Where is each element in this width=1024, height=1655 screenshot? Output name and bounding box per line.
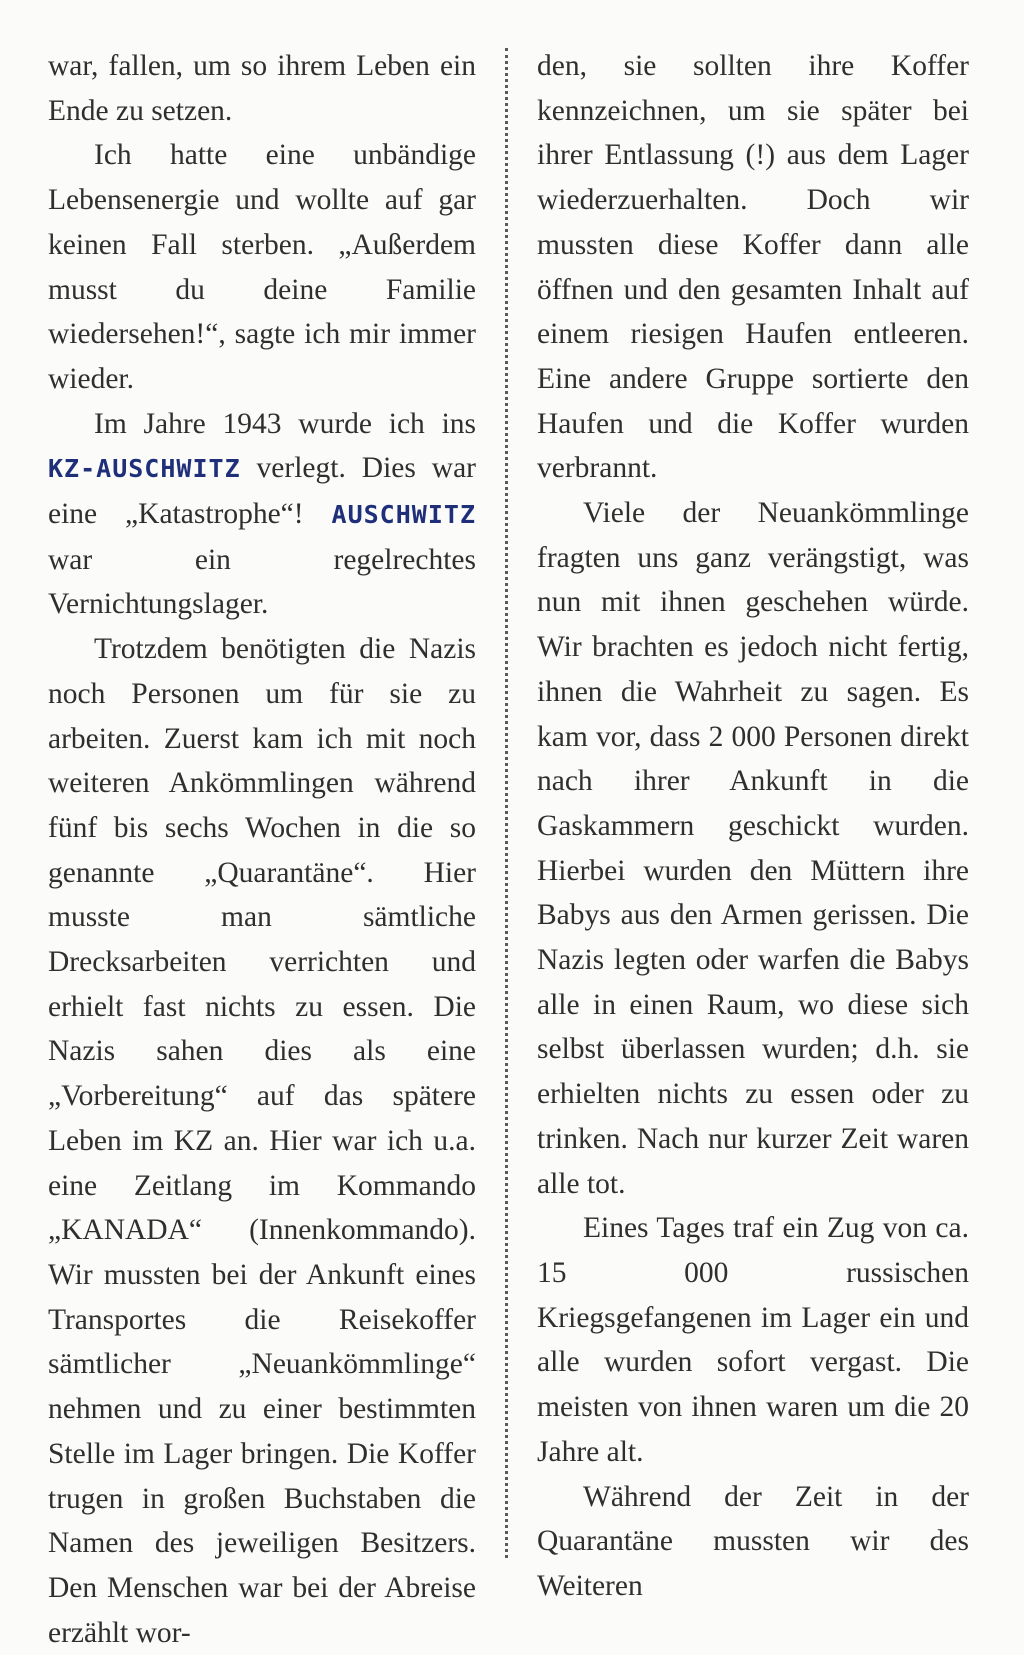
left-column xyxy=(48,44,476,1655)
kz-auschwitz-term: KZ-AUSCHWITZ xyxy=(48,454,241,484)
right-paragraph-3: Eines Tages traf ein Zug von ca. 15 000 russischen Kriegsgefangenen im Lager ein und alle wurden sofort vergast. Die meisten von ihnen waren um die 20 Jahre alt. xyxy=(537,1212,969,1468)
right-column xyxy=(537,44,969,1609)
left-paragraph-4: Trotzdem benötigten die Nazis noch Personen um für sie zu arbeiten. Zuerst kam ich mit noch weiteren Ankömmlingen während fünf bis sechs Wochen in die so genannte „Quarantäne“. Hier musste man sämtliche Drecksarbeiten verrichten und erhielt fast nichts zu essen. Die Nazis sahen dies als eine „Vorbereitung“ auf das spätere Leben im KZ an. Hier war ich u.a. eine Zeitlang im Kommando „KANADA“ (Innenkommando). Wir mussten bei der Ankunft eines Transportes die Reisekoffer sämtlicher „Neuankömmlinge“ nehmen und zu einer bestimmten Stelle im Lager bringen. Die Koffer trugen in großen Buchstaben die Namen des jeweiligen Besitzers. Den Menschen war bei der Abreise erzählt wor- xyxy=(48,633,476,1649)
right-paragraph-1: den, sie sollten ihre Koffer kennzeichnen, um sie später bei ihrer Entlassung (!) aus dem Lager wiederzuerhalten. Doch wir mussten diese Koffer dann alle öffnen und den gesamten Inhalt auf einem riesigen Haufen entleeren. Eine andere Gruppe sortierte den Haufen und die Koffer wurden verbrannt. xyxy=(537,50,969,485)
p3-text-c: war ein regelrechtes Vernichtungslager. xyxy=(48,543,476,621)
p3-text-a: Im Jahre 1943 wurde ich ins xyxy=(94,407,476,440)
p3-text-b: verlegt. Dies war eine „Katastrophe“! xyxy=(48,452,476,531)
right-paragraph-2: Viele der Neuankömmlinge fragten uns ganz verängstigt, was nun mit ihnen geschehen würde. Wir brachten es jedoch nicht fertig, ihnen die Wahrheit zu sagen. Es kam vor, dass 2 000 Personen direkt nach ihrer Ankunft in die Gaskammern geschickt wurden. Hierbei wurden den Müttern ihre Babys aus den Armen gerissen. Die Nazis legten oder warfen die Babys alle in einen Raum, wo diese sich selbst überlassen wurden; d.h. sie erhielten nichts zu essen oder zu trinken. Nach nur kurzer Zeit waren alle tot. xyxy=(537,497,969,1200)
left-paragraph-1: war, fallen, um so ihrem Leben ein Ende zu setzen. xyxy=(48,50,476,127)
left-paragraph-2: Ich hatte eine unbändige Lebensenergie und wollte auf gar keinen Fall sterben. „Außerdem musst du deine Familie wiedersehen!“, sagte ich mir immer wieder. xyxy=(48,139,476,395)
column-divider xyxy=(505,48,508,1558)
auschwitz-term: AUSCHWITZ xyxy=(331,500,476,530)
left-paragraph-3 xyxy=(48,402,476,628)
right-paragraph-4: Während der Zeit in der Quarantäne mussten wir des Weiteren xyxy=(537,1480,969,1602)
